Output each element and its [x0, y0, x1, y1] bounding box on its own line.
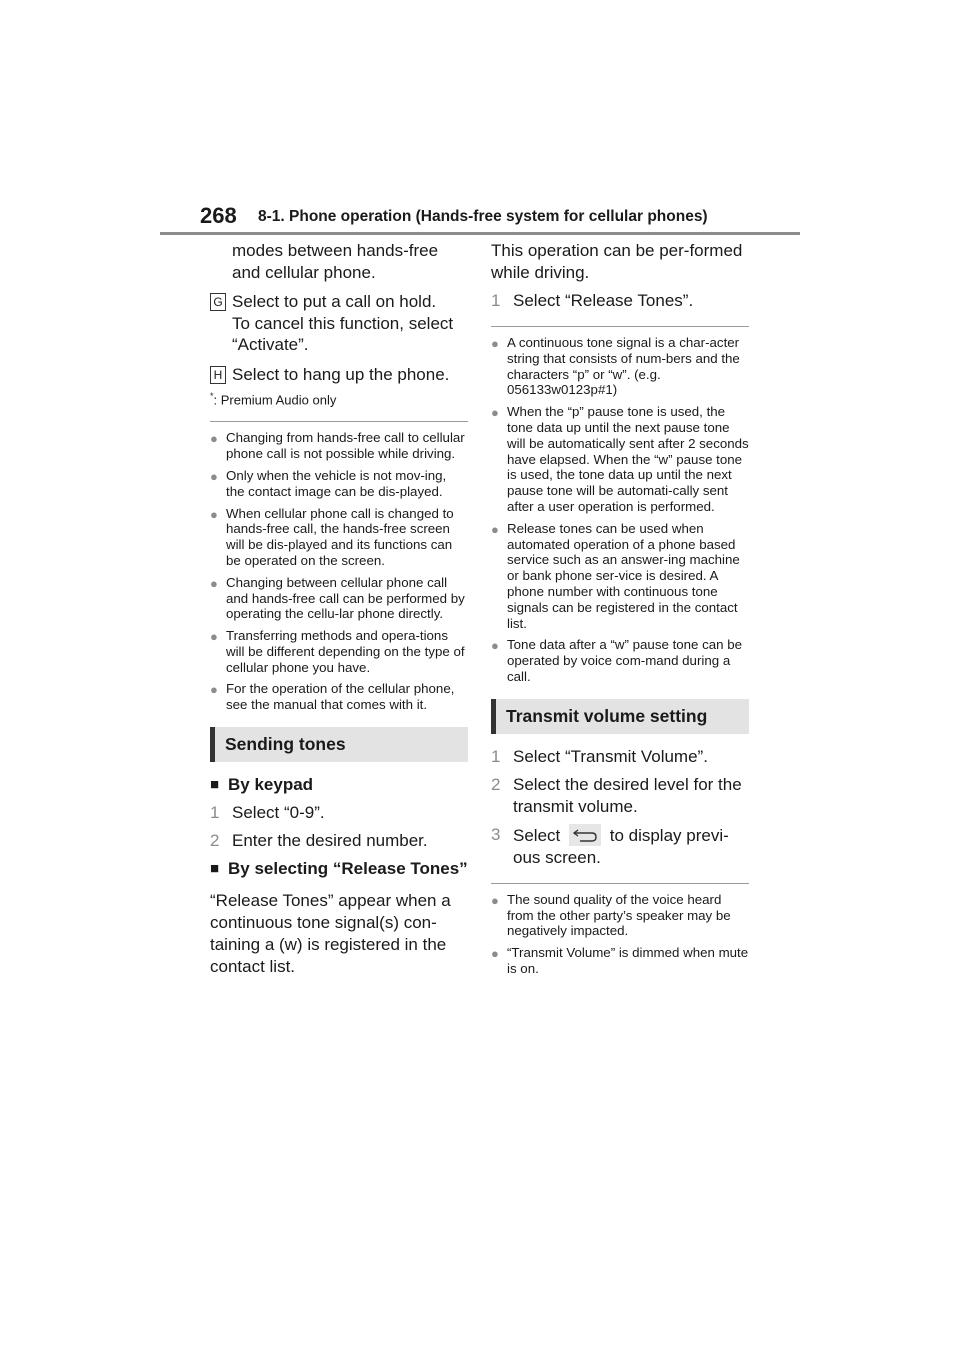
step-item — [210, 830, 468, 852]
bullet-icon: ● — [491, 405, 499, 421]
step-item — [491, 824, 749, 869]
item-g — [210, 291, 468, 356]
step-text: Select “Release Tones”. — [513, 291, 694, 310]
note-item — [491, 637, 749, 684]
bullet-icon: ● — [491, 521, 499, 537]
square-bullet-icon: ■ — [210, 776, 220, 794]
bullet-icon: ● — [491, 638, 499, 654]
step-text: Select “Transmit Volume”. — [513, 746, 708, 766]
step-number: 1 — [491, 746, 501, 766]
note-item — [210, 575, 468, 622]
note-item — [491, 892, 749, 939]
note-item — [210, 506, 468, 569]
note-text: The sound quality of the voice heard from the other party’s speaker may be negatively impacted. — [507, 891, 731, 939]
note-text: When the “p” pause tone is used, the tone data up until the next pause tone will be automatically sent after 2 seconds have elapsed. When the “w” pause tone is used, the tone data up until the next pause tone will be automati-cally sent after a user operation is performed. — [507, 404, 749, 514]
step-text: Select the desired level for the transmit volume. — [513, 774, 742, 816]
note-text: Release tones can be used when automated operation of a phone based service such as an answer-ing machine or bank phone ser-vice is desired. A phone number with continuous tone signals can be registered in the contact list. — [507, 520, 740, 631]
note-text: Tone data after a “w” pause tone can be operated by voice com-mand during a call. — [507, 637, 743, 684]
bullet-icon: ● — [210, 575, 218, 591]
step-item — [491, 290, 749, 312]
notes-right — [491, 326, 749, 685]
footnote-text: : Premium Audio only — [213, 392, 337, 408]
subhead-by-keypad — [210, 774, 468, 796]
intro-text: This operation can be per-formed while driving. — [491, 241, 743, 282]
item-h-text: Select to hang up the phone. — [232, 364, 450, 384]
bullet-icon: ● — [210, 468, 218, 484]
bullet-icon: ● — [491, 946, 499, 962]
note-text: Changing between cellular phone call and hands-free call can be performed by operating the cellu-lar phone directly. — [226, 574, 465, 622]
footnote-mark: * — [210, 391, 214, 401]
back-arrow-icon — [572, 827, 598, 843]
bullet-icon: ● — [491, 892, 499, 908]
note-item — [491, 335, 749, 398]
bullet-icon: ● — [210, 431, 218, 447]
step-item — [491, 746, 749, 768]
label-h: H — [210, 366, 226, 384]
notes-left — [210, 421, 468, 713]
step-text: Enter the desired number. — [232, 831, 428, 851]
step-item — [491, 774, 749, 818]
note-text: Only when the vehicle is not mov-ing, the contact image can be dis-played. — [226, 467, 447, 499]
chapter-title: 8-1. Phone operation (Hands-free system for cellular phones) — [258, 208, 708, 225]
page-number: 268 — [200, 203, 237, 228]
step-number: 1 — [210, 803, 220, 823]
back-button[interactable] — [569, 824, 601, 846]
item-h — [210, 364, 468, 386]
notes-right-2 — [491, 883, 749, 977]
note-text: When cellular phone call is changed to hands-free call, the hands-free screen will be dis-played and its functions can be operated on the screen. — [226, 505, 454, 568]
left-column — [210, 240, 468, 978]
section-transmit-volume: Transmit volume setting — [491, 699, 749, 734]
step-item — [210, 802, 468, 824]
step-number: 2 — [491, 774, 501, 794]
note-item — [491, 521, 749, 632]
item-g-line2: To cancel this function, select “Activate”. — [232, 313, 454, 354]
note-item — [210, 681, 468, 713]
bullet-icon: ● — [491, 336, 499, 351]
note-text: Transferring methods and opera-tions will be different depending on the type of cellular phone you have. — [226, 628, 465, 675]
section-sending-tones: Sending tones — [210, 727, 468, 762]
release-tones-paragraph: “Release Tones” appear when a continuous tone signal(s) con-taining a (w) is registered in the contact list. — [210, 891, 451, 977]
square-bullet-icon: ■ — [210, 860, 220, 878]
bullet-icon: ● — [210, 506, 218, 522]
note-item — [210, 628, 468, 675]
header-divider — [160, 232, 800, 235]
label-g: G — [210, 293, 226, 311]
step-number: 1 — [491, 291, 501, 310]
subhead-text: By selecting “Release Tones” — [228, 859, 468, 879]
subhead-release-tones — [210, 858, 468, 880]
right-column — [491, 240, 749, 983]
step-text: Select “0-9”. — [232, 803, 325, 823]
note-item — [210, 430, 468, 462]
note-item — [210, 468, 468, 500]
note-text: Changing from hands-free call to cellular phone call is not possible while driving. — [226, 430, 465, 462]
subhead-text: By keypad — [228, 775, 314, 795]
note-text: “Transmit Volume” is dimmed when mute is on. — [507, 945, 749, 976]
step-number: 3 — [491, 824, 501, 844]
item-g-line1: Select to put a call on hold. — [232, 292, 437, 311]
note-text: For the operation of the cellular phone, see the manual that comes with it. — [226, 681, 455, 713]
footnote — [210, 391, 468, 407]
step-number: 2 — [210, 831, 220, 851]
bullet-icon: ● — [210, 682, 218, 698]
continued-text: modes between hands-free and cellular phone. — [232, 241, 439, 282]
note-item — [491, 945, 749, 977]
step-text: to display previ-ous screen. — [513, 825, 729, 867]
note-item — [491, 404, 749, 515]
note-text: A continuous tone signal is a char-acter string that consists of num-bers and the characters “p” or “w”. (e.g. 056133w0123p#1) — [507, 335, 740, 398]
bullet-icon: ● — [210, 629, 218, 645]
step-text: Select — [513, 825, 561, 845]
